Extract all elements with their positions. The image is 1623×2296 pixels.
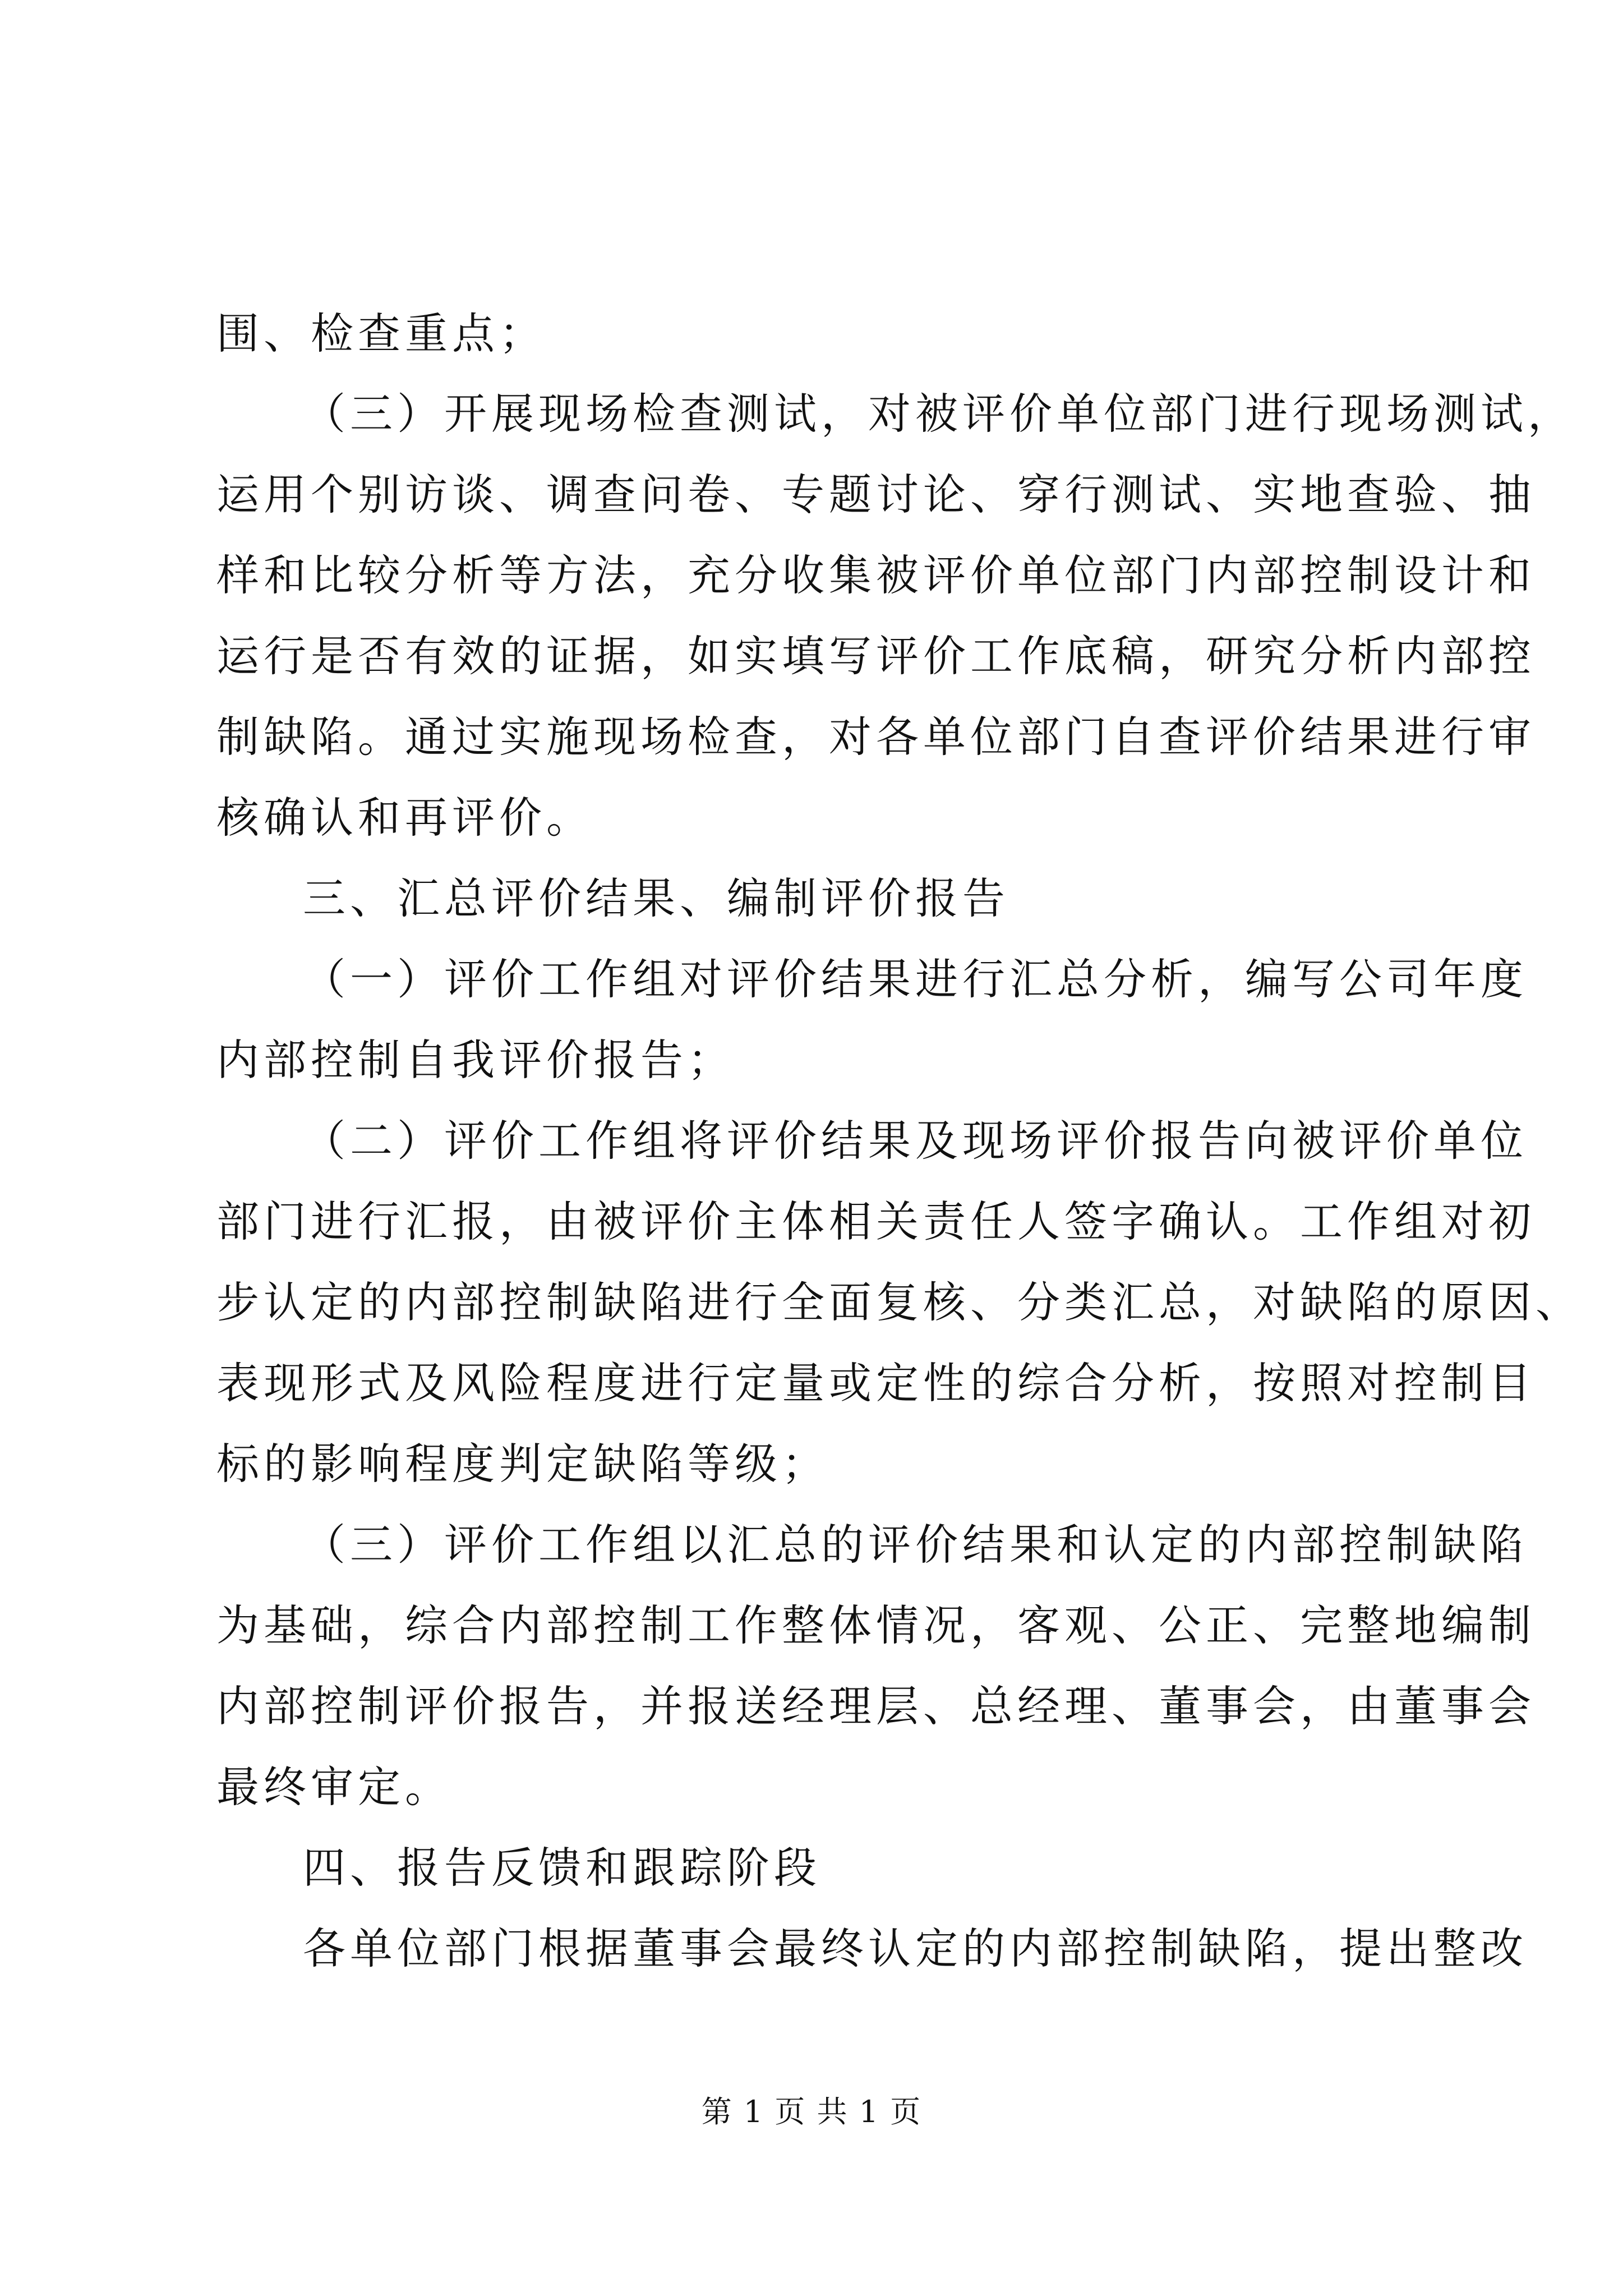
page-number-footer: 第 1 页 共 1 页	[701, 2094, 922, 2129]
text-line: 表现形式及风险程度进行定量或定性的综合分析，按照对控制目	[216, 1358, 1536, 1408]
text-line: （三）开展现场检查测试，对被评价单位部门进行现场测试，	[303, 389, 1575, 439]
text-line: 制缺陷。通过实施现场检查，对各单位部门自查评价结果进行审	[216, 712, 1536, 762]
text-line: （三）评价工作组以汇总的评价结果和认定的内部控制缺陷	[303, 1520, 1528, 1570]
text-line: 围、检查重点；	[216, 309, 546, 358]
text-line: 标的影响程度判定缺陷等级；	[216, 1439, 829, 1489]
text-line: 步认定的内部控制缺陷进行全面复核、分类汇总，对缺陷的原因、	[216, 1277, 1583, 1327]
text-line: 内部控制评价报告，并报送经理层、总经理、董事会，由董事会	[216, 1681, 1536, 1731]
text-line: 部门进行汇报，由被评价主体相关责任人签字确认。工作组对初	[216, 1197, 1536, 1246]
section-heading: 三、汇总评价结果、编制评价报告	[303, 873, 1009, 923]
text-line: 内部控制自我评价报告；	[216, 1035, 735, 1085]
text-line: （二）评价工作组将评价结果及现场评价报告向被评价单位	[303, 1116, 1528, 1166]
section-heading: 四、报告反馈和跟踪阶段	[303, 1843, 821, 1893]
text-line: 运行是否有效的证据，如实填写评价工作底稿，研究分析内部控	[216, 631, 1536, 681]
text-line: 最终审定。	[216, 1762, 452, 1812]
text-line: 运用个别访谈、调查问卷、专题讨论、穿行测试、实地查验、抽	[216, 470, 1536, 519]
text-line: 各单位部门根据董事会最终认定的内部控制缺陷，提出整改	[303, 1924, 1528, 1973]
text-line: 核确认和再评价。	[216, 793, 593, 843]
text-line: 为基础，综合内部控制工作整体情况，客观、公正、完整地编制	[216, 1600, 1536, 1650]
text-line: 样和比较分析等方法，充分收集被评价单位部门内部控制设计和	[216, 550, 1536, 600]
text-line: （一）评价工作组对评价结果进行汇总分析，编写公司年度	[303, 954, 1528, 1004]
